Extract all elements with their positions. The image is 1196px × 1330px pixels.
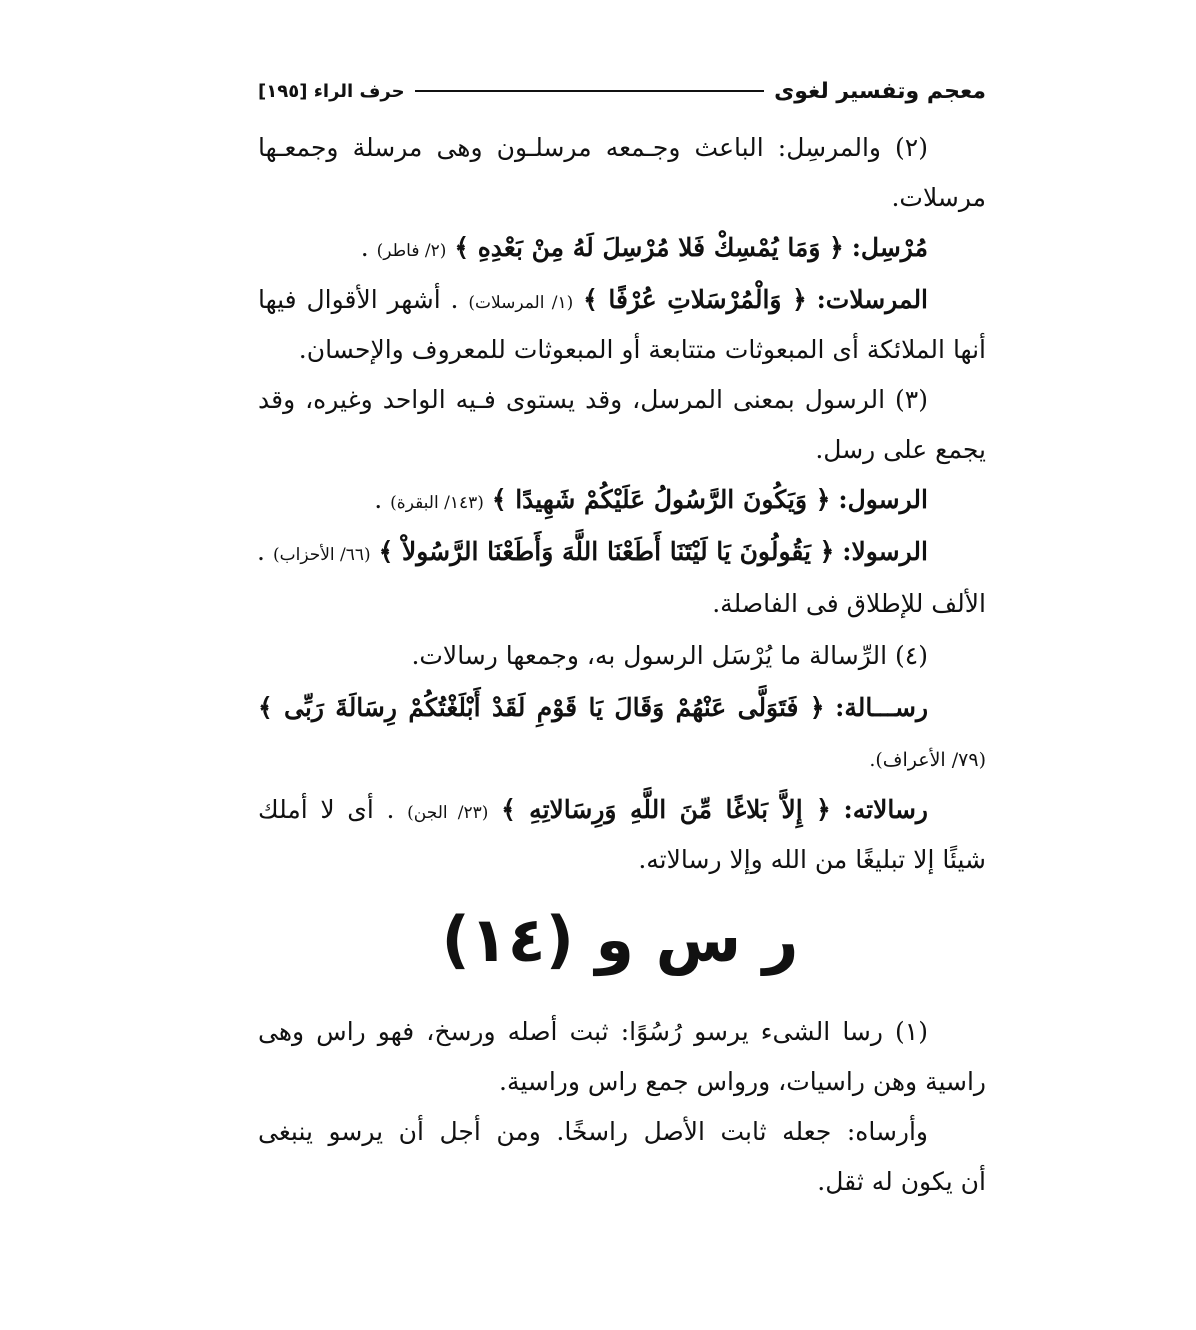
text-line [258,380,928,420]
quran-quote: ﴿ وَالْمُرْسَلاتِ عُرْفًا ﴾ [583,285,807,314]
line-text: شيئًا إلا تبليغًا من الله وإلا رسالاته. [638,845,986,874]
text-line [258,430,986,470]
line-text: أن يكون له ثقل. [817,1167,986,1196]
entry-label: المرسلات: [816,285,929,314]
line-text: راسية وهن راسيات، ورواس جمع راس وراسية. [499,1067,986,1096]
text-line [258,1162,986,1202]
entry-label: الرسول: [838,485,928,514]
quran-quote: ﴿ وَيَكُونَ الرَّسُولُ عَلَيْكُمْ شَهِيدًا ﴾ [491,485,831,514]
line-text: (٢) والمرسِل: الباعث وجـمعه مرسلـون وهى مرسلة وجمعـها [258,133,928,162]
verse-reference: (٦٦/ الأحزاب) [272,545,371,565]
text-line [258,840,986,880]
verse-reference: (١٤٣/ البقرة) [390,493,484,513]
text-line [258,584,986,624]
text-line [258,740,986,780]
line-text: (١) رسا الشىء يرسو رُسُوًا: ثبت أصله ورسخ، فهو راس وهى [258,1017,928,1046]
quran-quote: ﴿ إِلاَّ بَلاغًا مِّنَ اللَّهِ وَرِسَالاتِهِ ﴾ [501,795,831,824]
verse-reference: (٢/ فاطر) [376,241,447,261]
text-line [258,128,928,168]
section-page-number: حرف الراء [١٩٥] [258,80,405,102]
line-text: أنها الملائكة أى المبعوثات متتابعة أو المبعوثات للمعروف والإحسان. [298,335,986,364]
line-text: (٣) الرسول بمعنى المرسل، وقد يستوى فـيه الواحد وغيره، وقد [258,385,928,414]
entry-line [258,532,928,572]
line-text: (٤) الرِّسالة ما يُرْسَل الرسول به، وجمعها رسالات. [411,641,928,670]
line-end: . [360,233,369,262]
root-heading: ر س و (١٤) [441,903,799,976]
line-end: . [374,485,383,514]
line-text: يجمع على رسل. [815,435,986,464]
entry-line [258,480,928,520]
quran-quote: ﴿ وَمَا يُمْسِكْ فَلا مُرْسِلَ لَهُ مِنْ بَعْدِهِ ﴾ [454,233,844,262]
entry-label: مُرْسِل: [851,233,928,262]
entry-line [258,280,928,320]
text-line [258,1112,928,1152]
line-end: . [257,537,265,566]
text-line [258,330,986,370]
book-title: معجم وتفسير لغوى [774,78,986,104]
line-rest: . أشهر الأقوال فيها [258,285,459,314]
entry-label: الرسولا: [842,537,928,566]
header-rule [415,90,765,92]
entry-line [258,790,928,830]
quran-quote: ﴿ فَتَوَلَّى عَنْهُمْ وَقَالَ يَا قَوْمِ لَقَدْ أَبْلَغْتُكُمْ رِسَالَةَ رَبِّى ﴾ [258,693,825,722]
entry-label: رســـالة: [835,693,929,722]
text-line [258,1012,928,1052]
running-header [258,74,986,108]
verse-reference: (٢٣/ الجن) [407,803,489,823]
entry-label: رسالاته: [843,795,928,824]
text-line [258,178,986,218]
line-text: الألف للإطلاق فى الفاصلة. [712,589,986,618]
entry-line [258,228,928,268]
line-text: وأرساه: جعله ثابت الأصل راسخًا. ومن أجل أن يرسو ينبغى [258,1117,928,1146]
text-line [258,636,928,676]
line-rest: . أى لا أملك [258,795,395,824]
entry-line [258,688,928,728]
quran-quote: ﴿ يَقُولُونَ يَا لَيْتَنَا أَطَعْنَا اللَّهَ وَأَطَعْنَا الرَّسُولاْ ﴾ [378,537,835,566]
line-text: مرسلات. [891,183,986,212]
verse-reference: (٧٩/ الأعراف). [869,749,986,771]
verse-reference: (١/ المرسلات) [468,293,574,313]
text-line [258,1062,986,1102]
